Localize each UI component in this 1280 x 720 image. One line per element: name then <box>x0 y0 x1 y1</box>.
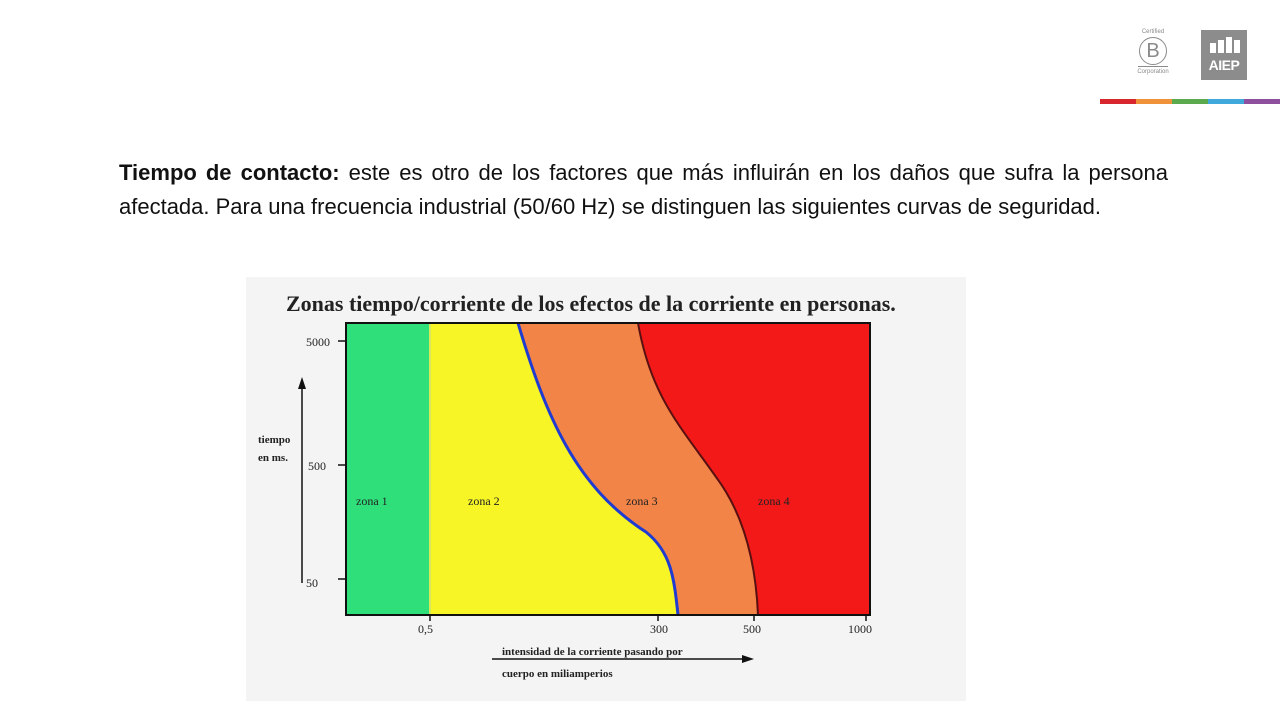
zone-4-label: zona 4 <box>758 494 790 508</box>
y-axis-label-1: tiempo <box>258 434 291 446</box>
zones-diagram <box>246 277 966 701</box>
x-tick-1000: 1000 <box>848 622 872 636</box>
paragraph-lead: Tiempo de contacto: <box>119 160 340 185</box>
stripe-segment-4 <box>1208 99 1244 104</box>
stripe-segment-5 <box>1244 99 1280 104</box>
zone-3-label: zona 3 <box>626 494 658 508</box>
zones-figure <box>246 277 966 701</box>
x-axis-label-2: cuerpo en miliamperios <box>502 668 613 680</box>
aiep-logo-icon <box>1210 37 1240 53</box>
stripe-segment-3 <box>1172 99 1208 104</box>
stripe-segment-2 <box>1136 99 1172 104</box>
figure-title: Zonas tiempo/corriente de los efectos de la corriente en personas. <box>286 291 896 316</box>
aiep-logo-text: AIEP <box>1208 57 1240 73</box>
bcorp-top-text: Certified <box>1141 29 1165 35</box>
x-axis-label-1: intensidad de la corriente pasando por <box>502 646 683 658</box>
zone-1-label: zona 1 <box>356 494 388 508</box>
paragraph-text: este es otro de los factores que más influirán en los daños que sufra la persona afectada. Para una frecuencia industrial (50/60 Hz) se distinguen las siguientes curvas de seguridad. <box>119 160 1168 219</box>
y-tick-5000: 5000 <box>306 335 330 349</box>
color-stripe <box>1100 99 1280 104</box>
stripe-segment-1 <box>1100 99 1136 104</box>
zone-1-area <box>346 323 430 615</box>
y-axis-label-2: en ms. <box>258 452 288 464</box>
zone-2-label: zona 2 <box>468 494 500 508</box>
x-tick-0-5: 0,5 <box>418 622 433 636</box>
y-tick-500: 500 <box>308 459 326 473</box>
y-tick-50: 50 <box>306 576 318 590</box>
bcorp-bottom-text: Corporation <box>1137 69 1169 75</box>
aiep-logo <box>1201 30 1247 80</box>
body-paragraph <box>119 156 1168 224</box>
bcorp-letter: B <box>1139 37 1167 65</box>
x-tick-500: 500 <box>743 622 761 636</box>
bcorp-logo <box>1133 28 1173 84</box>
x-tick-300: 300 <box>650 622 668 636</box>
